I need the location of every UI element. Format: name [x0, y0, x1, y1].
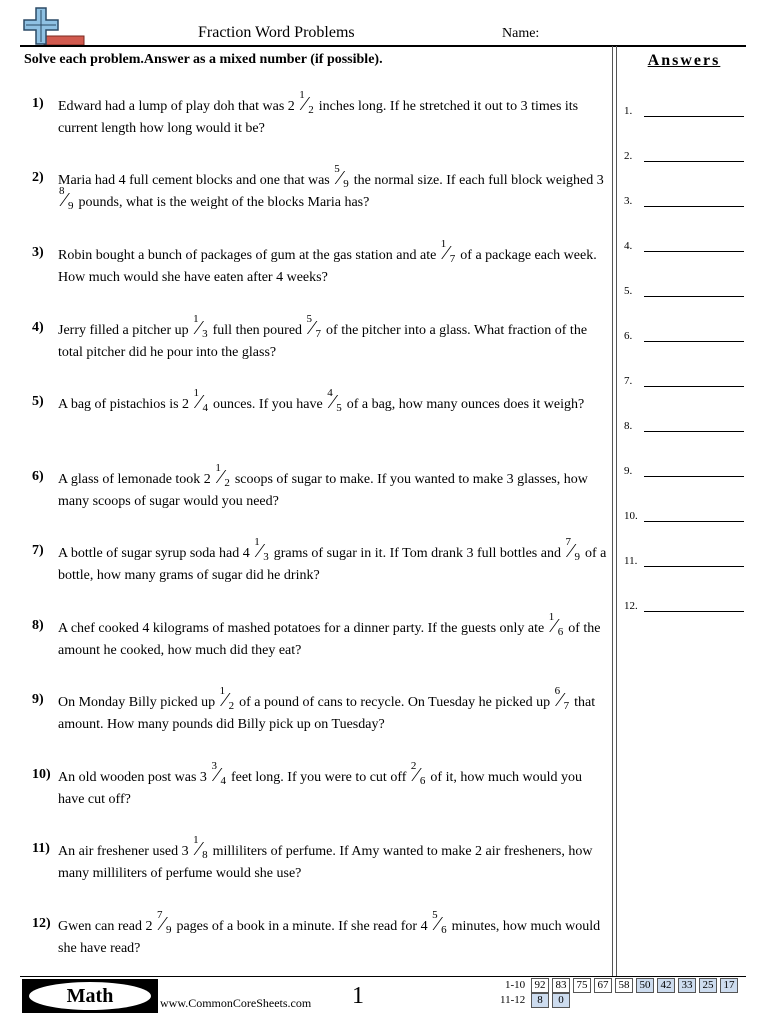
fraction-numerator: 3	[211, 760, 217, 772]
fraction-numerator: 1	[219, 685, 226, 697]
page-number: 1	[352, 983, 364, 1009]
answer-line[interactable]	[644, 431, 744, 432]
fraction-denominator: 3	[202, 328, 208, 340]
page-title: Fraction Word Problems	[198, 24, 355, 41]
fraction-denominator: 4	[202, 402, 209, 414]
problem-text: Robin bought a bunch of packages of gum at the gas station and ate 1 ⁄ 7 of a package each week. How much would she have eaten after 4 weeks?	[58, 238, 597, 285]
fraction	[548, 611, 565, 640]
fraction	[253, 536, 270, 565]
answer-blank[interactable]	[624, 552, 746, 574]
answer-line[interactable]	[644, 611, 744, 612]
fraction-slash: ⁄	[197, 391, 201, 413]
fraction-denominator: 6	[557, 626, 564, 638]
fraction	[58, 185, 75, 214]
fraction-numerator: 2	[410, 760, 417, 772]
math-badge	[22, 979, 158, 1013]
fraction	[431, 909, 448, 938]
header-divider	[20, 45, 746, 47]
fraction	[440, 238, 457, 267]
fraction	[306, 313, 323, 342]
footer-divider	[20, 976, 746, 977]
answer-blank[interactable]	[624, 597, 746, 619]
answer-number: 11.	[624, 555, 638, 567]
fraction-numerator: 1	[215, 462, 221, 474]
answer-line[interactable]	[644, 386, 744, 387]
fraction-numerator: 1	[193, 834, 199, 846]
worksheet-logo	[22, 6, 86, 46]
score-cell: 67	[594, 978, 612, 993]
fraction-slash: ⁄	[310, 317, 314, 339]
problem-number: 4)	[32, 320, 44, 335]
fraction	[326, 387, 343, 416]
fraction	[193, 387, 210, 416]
problem-number: 10)	[32, 767, 51, 782]
fraction-denominator: 2	[308, 104, 314, 116]
problem-text: A glass of lemonade took 2 1 ⁄ 2 scoops of sugar to make. If you wanted to make 3 glasses, how many scoops of sugar would you need?	[58, 462, 588, 509]
answer-line[interactable]	[644, 476, 744, 477]
fraction	[192, 834, 209, 863]
column-divider	[612, 46, 613, 976]
answer-number: 8.	[624, 420, 633, 432]
column-divider	[616, 46, 617, 976]
fraction-slash: ⁄	[338, 167, 342, 189]
answer-blank[interactable]	[624, 507, 746, 529]
answer-number: 3.	[624, 195, 633, 207]
problem-text: A chef cooked 4 kilograms of mashed potatoes for a dinner party. If the guests only ate 1 ⁄ 6 of the amount he cooked, how much did they eat?	[58, 611, 601, 658]
problem-number: 1)	[32, 96, 44, 111]
fraction-numerator: 1	[193, 387, 200, 399]
fraction-denominator: 9	[165, 924, 172, 936]
answer-number: 5.	[624, 285, 633, 297]
fraction-denominator: 7	[315, 328, 322, 340]
score-cell: 92	[531, 978, 549, 993]
fraction-slash: ⁄	[444, 242, 449, 264]
answer-line[interactable]	[644, 116, 744, 117]
problem-number: 6)	[32, 469, 44, 484]
fraction-slash: ⁄	[258, 540, 262, 562]
fraction-numerator: 1	[193, 313, 199, 325]
answer-line[interactable]	[644, 341, 744, 342]
fraction-denominator: 8	[202, 849, 208, 861]
problem-text: On Monday Billy picked up 1 ⁄ 2 of a pound of cans to recycle. On Tuesday he picked up 6 ⁄ 7 that amount. How many pounds did Billy pick up on Tuesday?	[58, 685, 596, 732]
fraction	[333, 163, 350, 192]
score-row-label: 1-10	[505, 979, 526, 991]
fraction-slash: ⁄	[215, 764, 219, 786]
fraction-denominator: 9	[343, 178, 349, 190]
fraction-slash: ⁄	[331, 391, 335, 413]
fraction-denominator: 2	[228, 700, 235, 712]
answer-blank[interactable]	[624, 237, 746, 259]
problem-number: 9)	[32, 692, 44, 707]
answer-blank[interactable]	[624, 417, 746, 439]
fraction	[210, 760, 227, 789]
problem-text: Maria had 4 full cement blocks and one that was 5 ⁄ 9 the normal size. If each full block weighed 3 8 ⁄ 9 pounds, what is the weight of the blocks Maria has?	[58, 163, 604, 212]
answer-line[interactable]	[644, 161, 744, 162]
fraction-slash: ⁄	[63, 189, 67, 211]
fraction-denominator: 3	[263, 551, 269, 563]
score-cell: 0	[552, 993, 570, 1008]
fraction-numerator: 5	[334, 163, 340, 175]
answer-number: 4.	[624, 240, 633, 252]
answer-blank[interactable]	[624, 192, 746, 214]
fraction-slash: ⁄	[197, 838, 201, 860]
fraction-numerator: 4	[327, 387, 333, 399]
fraction-denominator: 6	[419, 775, 426, 787]
fraction-numerator: 1	[440, 238, 447, 250]
fraction-slash: ⁄	[303, 93, 307, 115]
instructions: Solve each problem.Answer as a mixed number (if possible).	[24, 52, 383, 67]
answer-number: 6.	[624, 330, 633, 342]
answer-line[interactable]	[644, 206, 744, 207]
fraction-numerator: 6	[554, 685, 561, 697]
fraction	[192, 313, 209, 342]
fraction-numerator: 5	[306, 313, 313, 325]
fraction	[298, 89, 315, 118]
fraction-denominator: 2	[224, 477, 230, 489]
answer-number: 1.	[624, 105, 633, 117]
fraction-slash: ⁄	[219, 466, 223, 488]
problem-number: 5)	[32, 394, 44, 409]
fraction	[214, 462, 231, 491]
fraction	[564, 536, 581, 565]
answer-blank[interactable]	[624, 282, 746, 304]
score-cell: 33	[678, 978, 696, 993]
fraction-denominator: 7	[563, 700, 570, 712]
problem-number: 3)	[32, 245, 44, 260]
answer-number: 12.	[624, 600, 638, 612]
problem-text: A bottle of sugar syrup soda had 4 1 ⁄ 3 grams of sugar in it. If Tom drank 3 full bottles and 7 ⁄ 9 of a bottle, how many grams of sugar did he drink?	[58, 536, 607, 583]
score-cell: 83	[552, 978, 570, 993]
problem-number: 7)	[32, 543, 44, 558]
fraction-slash: ⁄	[414, 764, 419, 786]
fraction-slash: ⁄	[436, 913, 440, 935]
answer-blank[interactable]	[624, 462, 746, 484]
problem-number: 8)	[32, 618, 44, 633]
fraction-numerator: 1	[548, 611, 555, 623]
problem-number: 12)	[32, 916, 51, 931]
fraction-slash: ⁄	[223, 689, 227, 711]
fraction-numerator: 7	[156, 909, 163, 921]
answer-number: 9.	[624, 465, 633, 477]
problem-number: 2)	[32, 170, 44, 185]
score-cell: 42	[657, 978, 675, 993]
answer-number: 10.	[624, 510, 638, 522]
problem-text: An air freshener used 3 1 ⁄ 8 milliliters of perfume. If Amy wanted to make 2 air fresheners, how many milliliters of perfume would she use?	[58, 834, 593, 881]
fraction-denominator: 6	[441, 924, 447, 936]
answer-blank[interactable]	[624, 102, 746, 124]
score-cell: 75	[573, 978, 591, 993]
answer-number: 2.	[624, 150, 633, 162]
fraction-slash: ⁄	[552, 615, 557, 637]
answer-line[interactable]	[644, 251, 744, 252]
fraction-denominator: 5	[336, 402, 342, 414]
fraction-slash: ⁄	[569, 540, 573, 562]
answer-line[interactable]	[644, 566, 744, 567]
score-cell: 17	[720, 978, 738, 993]
fraction-slash: ⁄	[160, 913, 165, 935]
fraction	[156, 909, 173, 938]
problem-text: An old wooden post was 3 3 ⁄ 4 feet long. If you were to cut off 2 ⁄ 6 of it, how much would you have cut off?	[58, 760, 583, 807]
name-label: Name:	[502, 26, 540, 41]
site-url: www.CommonCoreSheets.com	[160, 996, 312, 1010]
score-cell: 8	[531, 993, 549, 1008]
answer-number: 7.	[624, 375, 633, 387]
problem-text: Gwen can read 2 7 ⁄ 9 pages of a book in a minute. If she read for 4 5 ⁄ 6 minutes, how much would she have read?	[58, 909, 601, 956]
fraction-denominator: 9	[68, 200, 74, 212]
fraction-denominator: 9	[574, 551, 580, 563]
fraction-numerator: 7	[565, 536, 571, 548]
answer-blank[interactable]	[624, 147, 746, 169]
problem-text: A bag of pistachios is 2 1 ⁄ 4 ounces. If you have 4 ⁄ 5 of a bag, how many ounces does it weigh?	[58, 387, 585, 414]
fraction-numerator: 1	[254, 536, 260, 548]
fraction-slash: ⁄	[558, 689, 562, 711]
problem-text: Jerry filled a pitcher up 1 ⁄ 3 full then poured 5 ⁄ 7 of the pitcher into a glass. What fraction of the total pitcher did he pour into the glass?	[58, 313, 588, 360]
problem-number: 11)	[32, 841, 50, 856]
fraction-denominator: 4	[220, 775, 226, 787]
answer-line[interactable]	[644, 296, 744, 297]
answer-blank[interactable]	[624, 372, 746, 394]
answer-blank[interactable]	[624, 327, 746, 349]
score-cell: 25	[699, 978, 717, 993]
fraction	[410, 760, 427, 789]
fraction-denominator: 7	[449, 253, 456, 265]
score-cell: 58	[615, 978, 633, 993]
answers-heading: Answers	[647, 52, 721, 69]
score-cell: 50	[636, 978, 654, 993]
math-badge-label: Math	[29, 982, 151, 1010]
score-row-label: 11-12	[500, 994, 526, 1006]
fraction-numerator: 5	[432, 909, 438, 921]
fraction	[219, 685, 236, 714]
fraction-slash: ⁄	[197, 317, 201, 339]
fraction-numerator: 8	[59, 185, 65, 197]
answer-line[interactable]	[644, 521, 744, 522]
fraction	[554, 685, 571, 714]
fraction-numerator: 1	[299, 89, 305, 101]
problem-text: Edward had a lump of play doh that was 2 1 ⁄ 2 inches long. If he stretched it out to 3 times its current length how long would it be?	[58, 89, 579, 136]
